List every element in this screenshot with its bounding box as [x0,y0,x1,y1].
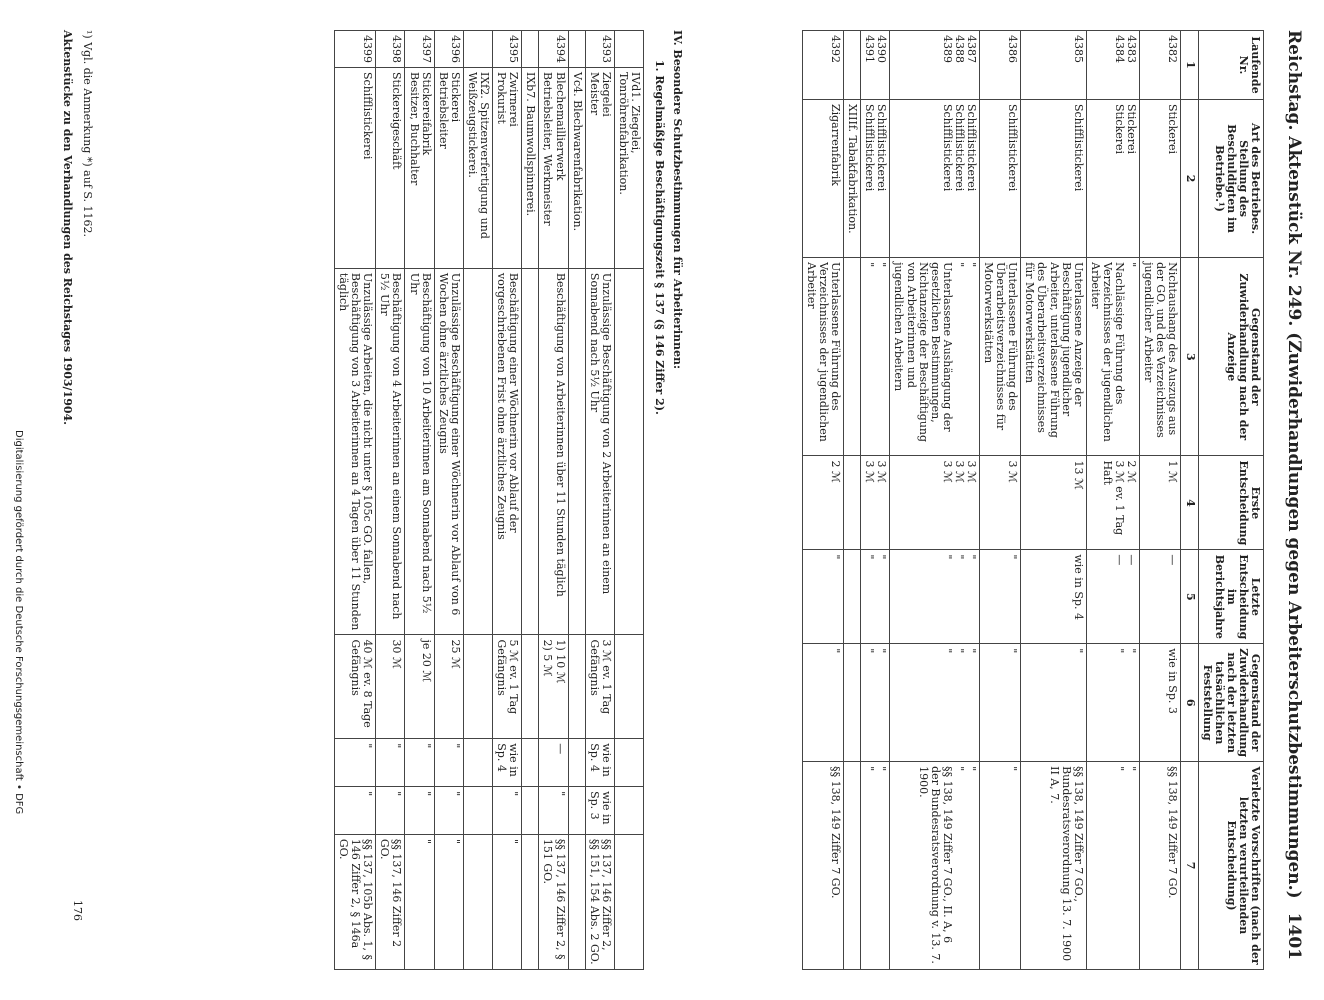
table-body [802,31,1181,970]
table-cell-vorschriften: " [405,834,434,969]
table-cell-erste: 13 ℳ [1021,456,1086,550]
table-cell-nr: 4387 4388 4389 [890,31,980,100]
table-cell-betrieb: Ziegelei Meister [585,68,614,269]
table-cell-betrieb: Vc4. Blechwarenfabrikation. [568,68,585,269]
table-cell-gegenstand: Unzulässige Beschäftigung von 2 Arbeiterinnen an einem Sonnabend nach 5½ Uhr [585,268,614,635]
table-cell-gegenstand: Beschäftigung von Arbeiterinnen über 11 Stunden täglich [539,268,568,635]
section-subtitle: 1. Regelmäßige Beschäftigungszeit § 137 (§ 146 Ziffer 2). [653,60,666,415]
table-cell-erste: 40 ℳ ev. 8 Tage Gefängnis [335,635,376,739]
table-cell-feststellung: " [802,644,843,762]
table-cell-erste [522,635,539,739]
table-cell-erste [614,635,643,739]
table-cell-gegenstand: Unterlassene Führung des Überarbeitsverzeichnisses für Motorwerkstätten [980,258,1021,456]
header-page-number: 1401 [1284,912,1304,960]
table-cell-feststellung: " " [1086,644,1139,762]
table-cell-nr: 4398 [376,31,405,68]
page-footer: Aktenstücke zu den Verhandlungen des Reichstages 1903/1904. [61,30,74,425]
table-cell-letzte: " [405,739,434,787]
table-cell-feststellung: " [980,644,1021,762]
table-cell-gegenstand [844,258,861,456]
table-cell-letzte: wie in Sp. 4 [1021,550,1086,644]
col-header: Gegenstand der Zuwiderhandlung nach der Anzeige [1198,258,1263,456]
table-row [1140,31,1181,970]
table-cell-vorschriften: §§ 137, 105b Abs. 1, § 146 Ziffer 2, § 146a GO. [335,834,376,969]
col-number-row [1181,31,1198,970]
footnote: ¹) Vgl. die Anmerkung *) auf S. 1162. [81,30,94,237]
table-cell-betrieb: Stickereifabrik Besitzer, Buchhalter [405,68,434,269]
col-number: 6 [1181,644,1198,762]
table-row [1086,31,1139,970]
table-cell-gegenstand: Nichtaushang des Auszugs aus der GO. und des Verzeichnisses jugendlicher Arbeiter [1140,258,1181,456]
table-cell-gegenstand: Beschäftigung einer Wöchnerin vor Ablauf der vorgeschriebenen Frist ohne ärztliches Zeugnis [493,268,522,635]
table-cell-nr [522,31,539,68]
table-header-row [1198,31,1263,970]
table-cell-nr: 4397 [405,31,434,68]
table-cell-gegenstand [568,268,585,635]
table-cell-erste [568,635,585,739]
col-number: 7 [1181,762,1198,970]
table-cell-betrieb: Stickereigeschäft [376,68,405,269]
table-cell-feststellung: " [493,787,522,835]
table-row [1021,31,1086,970]
table-cell-betrieb: Schifflistickerei [335,68,376,269]
table-cell-vorschriften: " " [861,762,890,970]
table-row [614,31,643,970]
table-cell-letzte [568,739,585,787]
table-row [434,31,463,970]
table-cell-betrieb: Stickerei Betriebsleiter [434,68,463,269]
table-cell-nr: 4399 [335,31,376,68]
table-cell-nr: 4390 4391 [861,31,890,100]
table-cell-feststellung [614,787,643,835]
table-cell-betrieb: Zwirnerei Prokurist [493,68,522,269]
table-cell-betrieb: Stickerei [1140,99,1181,257]
table-cell-gegenstand: Unzulässige Arbeiten, die nicht unter § 105c GO. fallen, Beschäftigung von 3 Arbeiterinnen an 4 Tagen über 11 Stunden täglich [335,268,376,635]
violations-table [802,30,1264,970]
table-cell-feststellung: " [434,787,463,835]
table-cell-letzte: wie in Sp. 4 [493,739,522,787]
table-cell-gegenstand [522,268,539,635]
table-cell-letzte: — — [1086,550,1139,644]
table-cell-vorschriften [463,834,492,969]
col-number: 3 [1181,258,1198,456]
col-header: Verletzte Vorschriften (nach der letzten verurteilenden Entscheidung) [1198,762,1263,970]
table-cell-feststellung: wie in Sp. 3 [585,787,614,835]
col-number: 5 [1181,550,1198,644]
table-row [585,31,614,970]
table-row [463,31,492,970]
table-row [522,31,539,970]
table-cell-nr [844,31,861,100]
col-number: 4 [1181,456,1198,550]
col-header: Laufende Nr. [1198,31,1263,100]
header-title: Reichstag. Aktenstück Nr. 249. (Zuwiderhandlungen gegen Arbeiterschutzbestimmungen.) [1284,30,1304,899]
table-cell-vorschriften: " " §§ 138, 149 Ziffer 7 GO., II. A, 6 der Bundesratsverordnung v. 13. 7. 1900. [890,762,980,970]
dfg-note: Digitalisierung gefördert durch die Deutsche Forschungsgemeinschaft • DFG [13,430,24,815]
table-cell-nr [463,31,492,68]
table-cell-betrieb: Stickerei Stickerei [1086,99,1139,257]
table-cell-letzte [614,739,643,787]
table-cell-betrieb: Schifflistickerei Schifflistickerei Schifflistickerei [890,99,980,257]
col-number: 1 [1181,31,1198,100]
table-cell-vorschriften: " " [1086,762,1139,970]
table-cell-gegenstand [463,268,492,635]
table-cell-vorschriften: §§ 137, 146 Ziffer 2, § 151 GO. [539,834,568,969]
table-cell-erste: 1) 10 ℳ 2) 5 ℳ [539,635,568,739]
table-cell-erste [844,456,861,550]
side-page-number: 176 [71,900,84,921]
table-cell-letzte: " [335,739,376,787]
table-cell-feststellung: " [335,787,376,835]
table-cell-gegenstand: Beschäftigung von 10 Arbeiterinnen am Sonnabend nach 5½ Uhr [405,268,434,635]
table-cell-erste: 25 ℳ [434,635,463,739]
table-cell-vorschriften: §§ 137, 146 Ziffer 2 GO. [376,834,405,969]
table-cell-betrieb: Schifflistickerei Schifflistickerei [861,99,890,257]
table-cell-nr: 4382 [1140,31,1181,100]
table-cell-feststellung [568,787,585,835]
table-cell-vorschriften [844,762,861,970]
table-cell-letzte: " " " [890,550,980,644]
table-cell-letzte [844,550,861,644]
table-cell-vorschriften: §§ 138, 149 Ziffer 7 GO. [1140,762,1181,970]
table-cell-feststellung: " " " [890,644,980,762]
table-cell-feststellung [844,644,861,762]
table-cell-vorschriften: " [434,834,463,969]
table-cell-erste: 2 ℳ 3 ℳ ev. 1 Tag Haft [1086,456,1139,550]
table-cell-nr: 4393 [585,31,614,68]
table-cell-letzte: wie in Sp. 4 [585,739,614,787]
table-cell-feststellung: " " [861,644,890,762]
table-cell-feststellung: " [376,787,405,835]
table-row [539,31,568,970]
table-cell-letzte [522,739,539,787]
table-row [980,31,1021,970]
table-cell-vorschriften: §§ 138, 149 Ziffer 7 GO., Bundesratsverordnung 13. 7. 1900 II A, 7. [1021,762,1086,970]
table-cell-feststellung: " [539,787,568,835]
table-cell-nr: 4396 [434,31,463,68]
table-cell-gegenstand: Unterlassene Führung des Verzeichnisses der jugendlichen Arbeiter [802,258,843,456]
table-cell-letzte: — [1140,550,1181,644]
table-cell-erste: 3 ℳ [980,456,1021,550]
violations-table-women [334,30,644,970]
col-header: Erste Entscheidung [1198,456,1263,550]
table-cell-vorschriften [522,834,539,969]
table-row [890,31,980,970]
table-cell-letzte: " [802,550,843,644]
table-cell-vorschriften: §§ 138, 149 Ziffer 7 GO. [802,762,843,970]
table-cell-gegenstand [614,268,643,635]
table-cell-betrieb: IVd1. Ziegelei, Tonröhrenfabrikation. [614,68,643,269]
col-number: 2 [1181,99,1198,257]
table-cell-nr: 4395 [493,31,522,68]
table-cell-betrieb: XIIIf. Tabakfabrikation. [844,99,861,257]
table-cell-feststellung: wie in Sp. 3 [1140,644,1181,762]
table-cell-vorschriften [614,834,643,969]
table-cell-gegenstand: Unterlassene Anzeige der Beschäftigung jugendlicher Arbeiter, unterlassene Führung des Überarbeitsverzeichnisses für Motorwerkstätten [1021,258,1086,456]
table-cell-erste: je 20 ℳ [405,635,434,739]
table-row [493,31,522,970]
table-cell-nr [568,31,585,68]
table-cell-erste: 3 ℳ 3 ℳ [861,456,890,550]
table-cell-vorschriften: §§ 137, 146 Ziffer 2, §§ 151, 154 Abs. 2 GO. [585,834,614,969]
table-cell-betrieb: Zigarrenfabrik [802,99,843,257]
table-cell-erste: 2 ℳ [802,456,843,550]
col-header: Art des Betriebes. Stellung des Beschuldigten im Betriebe.¹) [1198,99,1263,257]
table-cell-vorschriften: " [493,834,522,969]
table-cell-feststellung [463,787,492,835]
table-cell-letzte: — [539,739,568,787]
table-row [405,31,434,970]
table-row [376,31,405,970]
table-row [568,31,585,970]
table-cell-letzte: " [980,550,1021,644]
table-row [861,31,890,970]
table-cell-gegenstand: " Nachlässige Führung des Verzeichnisses der jugendlichen Arbeiter [1086,258,1139,456]
col-header: Gegenstand der Zuwiderhandlung nach der letzten tatsächlichen Feststellung [1198,644,1263,762]
table-cell-letzte: " [434,739,463,787]
table-cell-letzte: " " [861,550,890,644]
table-cell-betrieb: IXf2. Spitzenverfertigung und Weißzeugstickerei. [463,68,492,269]
table-cell-feststellung: " [1021,644,1086,762]
section-title: IV. Besondere Schutzbestimmungen für Arbeiterinnen: [671,30,684,370]
table-cell-gegenstand: " " Unterlassene Aushängung der gesetzlichen Bestimmungen, Nichtanzeige der Beschäftigung von Arbeiterinnen und jugendlichen Arbeitern [890,258,980,456]
table-cell-nr: 4386 [980,31,1021,100]
table-cell-vorschriften: " [980,762,1021,970]
table-cell-vorschriften [568,834,585,969]
table-cell-betrieb: Blechemaillierwerk Betriebsleiter, Werkmeister [539,68,568,269]
table-cell-nr: 4394 [539,31,568,68]
table-cell-nr [614,31,643,68]
table-cell-nr: 4392 [802,31,843,100]
table-cell-nr: 4385 [1021,31,1086,100]
table-cell-letzte [463,739,492,787]
table-cell-feststellung: " [405,787,434,835]
table-cell-erste: 3 ℳ 3 ℳ 3 ℳ [890,456,980,550]
table-cell-betrieb: Schifflistickerei [980,99,1021,257]
table-cell-feststellung [522,787,539,835]
table-cell-erste [463,635,492,739]
table-cell-erste: 30 ℳ [376,635,405,739]
table-cell-nr: 4383 4384 [1086,31,1139,100]
table-cell-betrieb: IXb7. Baumwollspinnerei. [522,68,539,269]
table-cell-gegenstand: Beschäftigung von 4 Arbeiterinnen an einem Sonnabend nach 5½ Uhr [376,268,405,635]
page-header [1274,30,1304,960]
table-cell-letzte: " [376,739,405,787]
table-cell-gegenstand: " " [861,258,890,456]
table-cell-erste: 1 ℳ [1140,456,1181,550]
col-header: Letzte Entscheidung im Berichtsjahre [1198,550,1263,644]
table-cell-erste: 5 ℳ ev. 1 Tag Gefängnis [493,635,522,739]
table-cell-gegenstand: Unzulässige Beschäftigung einer Wöchnerin vor Ablauf von 6 Wochen ohne ärztliches Zeugnis [434,268,463,635]
table-row [335,31,376,970]
table-row [802,31,843,970]
table-row [844,31,861,970]
table-cell-erste: 3 ℳ ev. 1 Tag Gefängnis [585,635,614,739]
table-cell-betrieb: Schifflistickerei [1021,99,1086,257]
table-body [335,31,644,970]
